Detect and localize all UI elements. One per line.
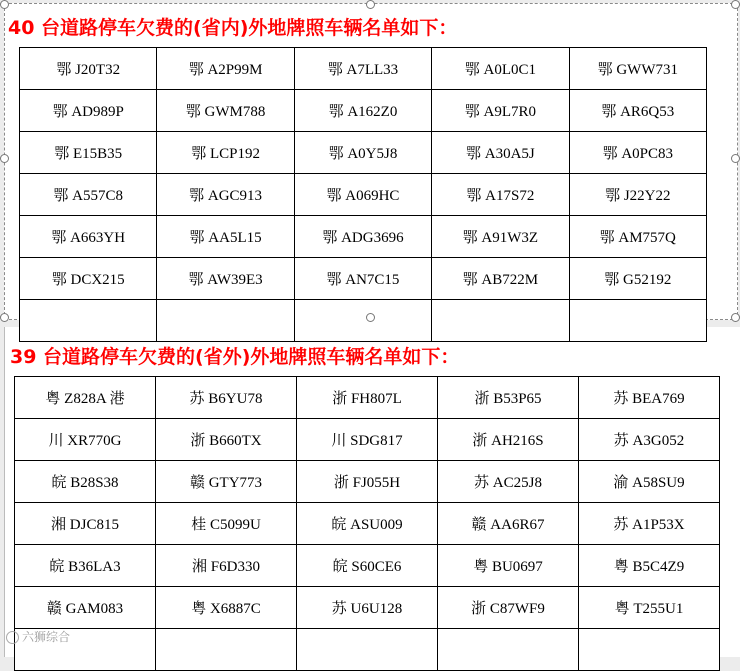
plate-cell: 苏 B6YU78 — [156, 377, 297, 419]
plate-cell: 鄂 DCX215 — [20, 258, 157, 300]
plate-cell: 鄂 AW39E3 — [157, 258, 294, 300]
resize-handle-bottom-right[interactable] — [731, 313, 740, 322]
plate-cell: 皖 S60CE6 — [297, 545, 438, 587]
plate-cell: 鄂 A9L7R0 — [432, 90, 569, 132]
plate-cell: 鄂 A2P99M — [157, 48, 294, 90]
plate-cell: 皖 B28S38 — [15, 461, 156, 503]
watermark-text: 六狮综合 — [22, 630, 71, 644]
plate-cell — [579, 629, 720, 671]
table-row — [20, 258, 707, 300]
plate-cell: 鄂 AB722M — [432, 258, 569, 300]
resize-handle-bottom-left[interactable] — [0, 313, 9, 322]
plate-cell: 浙 FJ055H — [297, 461, 438, 503]
plate-cell: 鄂 GWW731 — [569, 48, 706, 90]
resize-handle-bottom-center[interactable] — [366, 313, 375, 322]
plate-cell: 鄂 LCP192 — [157, 132, 294, 174]
plate-cell: 苏 U6U128 — [297, 587, 438, 629]
section-1-title: 40 台道路停车欠费的(省内)外地牌照车辆名单如下： — [8, 17, 458, 39]
plate-cell: 鄂 A91W3Z — [432, 216, 569, 258]
plate-cell — [20, 300, 157, 342]
plate-cell — [569, 300, 706, 342]
table-row — [20, 48, 707, 90]
plate-cell: 鄂 ADG3696 — [294, 216, 431, 258]
plate-cell: 鄂 A7LL33 — [294, 48, 431, 90]
plate-cell: 浙 C87WF9 — [438, 587, 579, 629]
plate-cell: 鄂 A0L0C1 — [432, 48, 569, 90]
plate-cell — [432, 300, 569, 342]
plate-cell: 鄂 G52192 — [569, 258, 706, 300]
table-row — [20, 174, 707, 216]
plate-cell — [157, 300, 294, 342]
plate-cell: 浙 B53P65 — [438, 377, 579, 419]
plate-cell: 鄂 AA5L15 — [157, 216, 294, 258]
section-2-title: 39 台道路停车欠费的(省外)外地牌照车辆名单如下： — [10, 346, 460, 368]
plate-cell: 川 XR770G — [15, 419, 156, 461]
plate-cell: 粤 Z828A 港 — [15, 377, 156, 419]
plate-cell: 粤 T255U1 — [579, 587, 720, 629]
table-row — [15, 461, 720, 503]
plate-cell: 川 SDG817 — [297, 419, 438, 461]
table-row — [20, 300, 707, 342]
plate-cell: 湘 DJC815 — [15, 503, 156, 545]
table-row — [20, 132, 707, 174]
watermark — [6, 628, 70, 645]
plate-cell: 鄂 A557C8 — [20, 174, 157, 216]
plate-cell: 苏 BEA769 — [579, 377, 720, 419]
plate-cell: 鄂 J22Y22 — [569, 174, 706, 216]
plate-cell: 皖 B36LA3 — [15, 545, 156, 587]
plate-cell: 渝 A58SU9 — [579, 461, 720, 503]
plate-cell: 苏 AC25J8 — [438, 461, 579, 503]
table-row — [15, 377, 720, 419]
table-row — [15, 503, 720, 545]
resize-handle-top-center[interactable] — [366, 0, 375, 9]
plate-cell: 鄂 A17S72 — [432, 174, 569, 216]
plate-cell: 赣 AA6R67 — [438, 503, 579, 545]
plate-table-in-province — [19, 47, 707, 342]
table-row — [15, 629, 720, 671]
plate-cell: 苏 A1P53X — [579, 503, 720, 545]
plate-cell: 苏 A3G052 — [579, 419, 720, 461]
plate-cell: 赣 GTY773 — [156, 461, 297, 503]
plate-cell: 粤 B5C4Z9 — [579, 545, 720, 587]
table-row — [20, 216, 707, 258]
plate-cell: 桂 C5099U — [156, 503, 297, 545]
table-row — [15, 419, 720, 461]
plate-cell: 鄂 AD989P — [20, 90, 157, 132]
plate-cell: 鄂 E15B35 — [20, 132, 157, 174]
plate-cell: 鄂 GWM788 — [157, 90, 294, 132]
plate-cell: 赣 GAM083 — [15, 587, 156, 629]
plate-cell — [294, 300, 431, 342]
table-row — [15, 587, 720, 629]
plate-cell: 鄂 A0PC83 — [569, 132, 706, 174]
plate-cell: 鄂 A0Y5J8 — [294, 132, 431, 174]
plate-cell: 湘 F6D330 — [156, 545, 297, 587]
resize-handle-middle-left[interactable] — [0, 154, 9, 163]
plate-cell: 浙 B660TX — [156, 419, 297, 461]
resize-handle-middle-right[interactable] — [731, 154, 740, 163]
plate-cell: 粤 X6887C — [156, 587, 297, 629]
plate-cell — [297, 629, 438, 671]
plate-cell: 浙 AH216S — [438, 419, 579, 461]
plate-cell: 鄂 A30A5J — [432, 132, 569, 174]
camera-icon — [6, 631, 19, 644]
table-row — [20, 90, 707, 132]
plate-table-out-province — [14, 376, 720, 671]
plate-cell: 鄂 AM757Q — [569, 216, 706, 258]
plate-cell: 浙 FH807L — [297, 377, 438, 419]
plate-cell: 鄂 AN7C15 — [294, 258, 431, 300]
table-row — [15, 545, 720, 587]
plate-cell: 鄂 AGC913 — [157, 174, 294, 216]
plate-cell: 鄂 A069HC — [294, 174, 431, 216]
resize-handle-top-right[interactable] — [731, 0, 740, 9]
plate-cell: 鄂 A162Z0 — [294, 90, 431, 132]
plate-cell — [156, 629, 297, 671]
plate-cell: 鄂 J20T32 — [20, 48, 157, 90]
plate-cell: 粤 BU0697 — [438, 545, 579, 587]
plate-cell: 皖 ASU009 — [297, 503, 438, 545]
plate-cell — [438, 629, 579, 671]
plate-cell: 鄂 A663YH — [20, 216, 157, 258]
resize-handle-top-left[interactable] — [0, 0, 9, 9]
plate-cell: 鄂 AR6Q53 — [569, 90, 706, 132]
